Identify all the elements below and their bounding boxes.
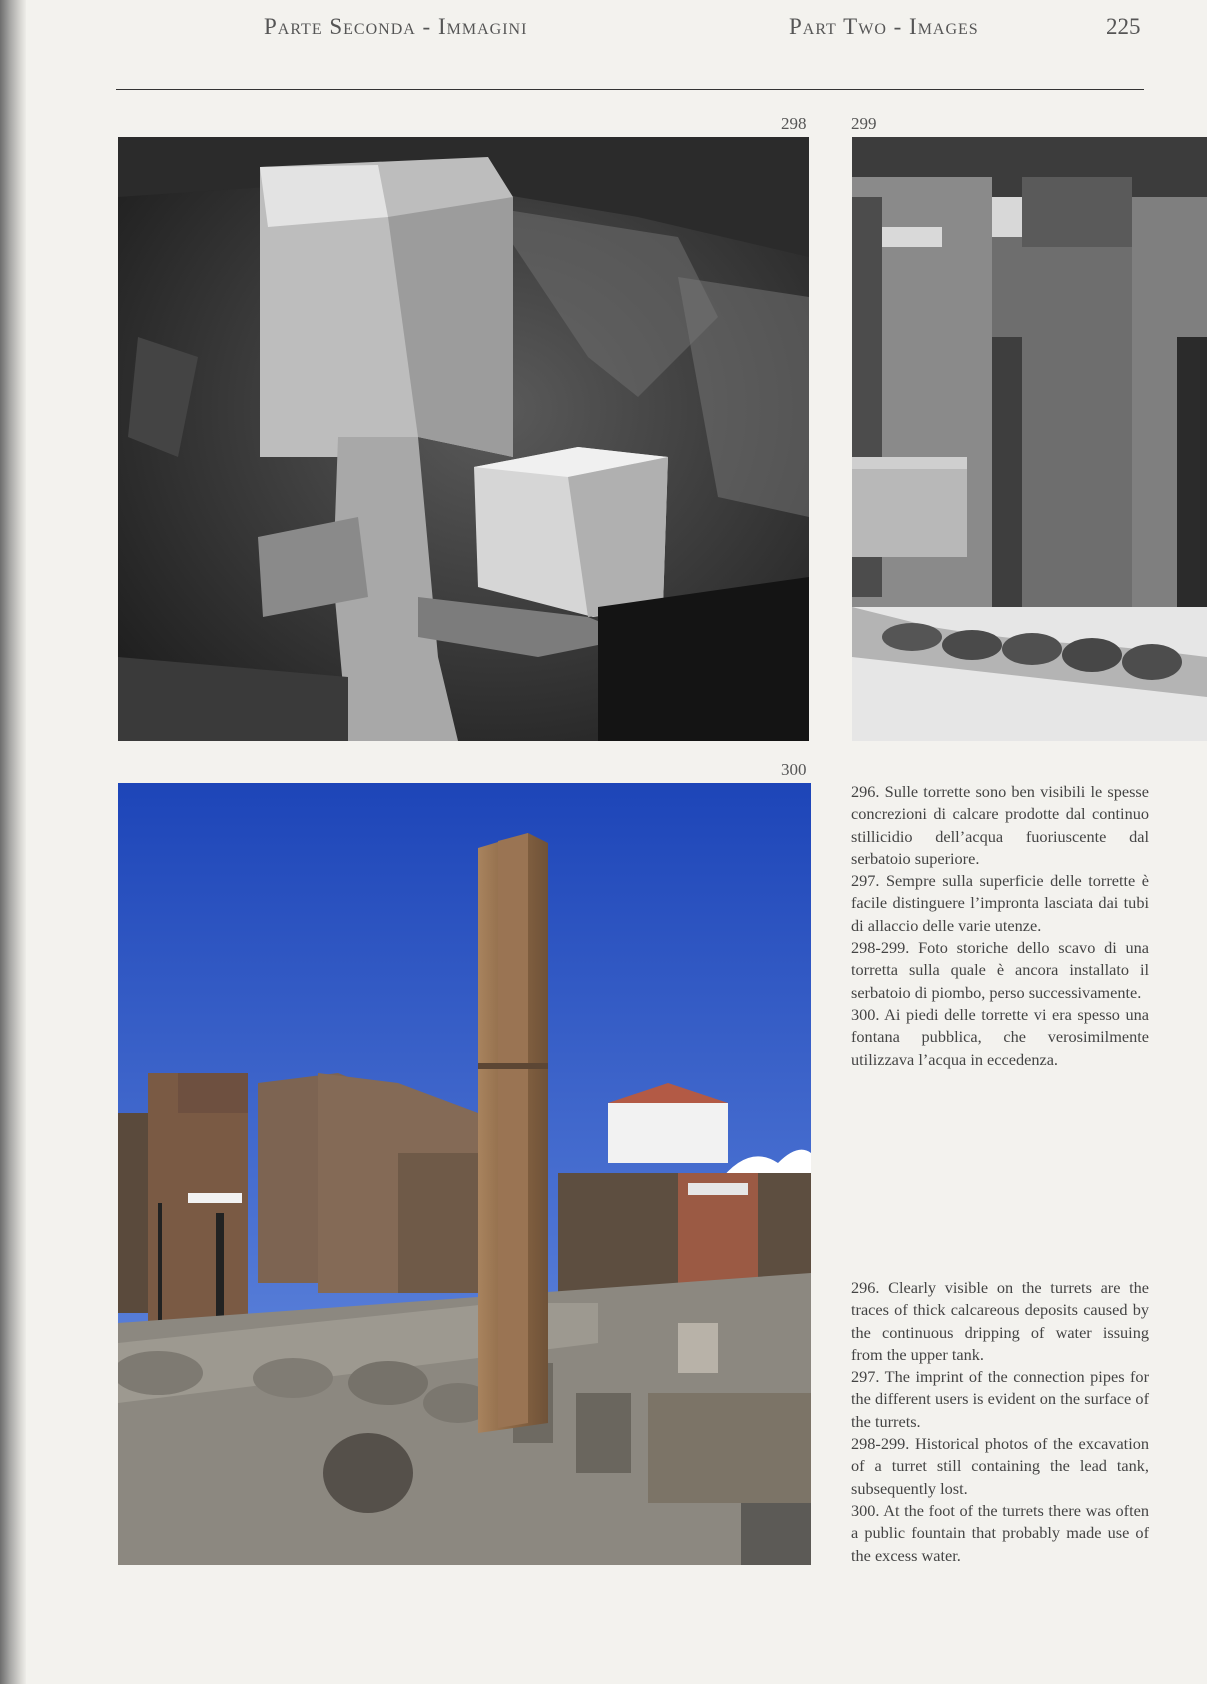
photo-300-turret-with-fountain — [118, 783, 811, 1565]
caption-it-298-299: 298-299. Foto storiche dello scavo di una torretta sulla quale è ancora installato il serbatoio di piombo, perso successivamente. — [851, 938, 1149, 1002]
caption-en-298-299: 298-299. Historical photos of the excavation of a turret still containing the lead tank, subsequently lost. — [851, 1434, 1149, 1498]
figure-number-298: 298 — [781, 114, 807, 133]
caption-en-300: 300. At the foot of the turrets there was often a public fountain that probably made use of the excess water. — [851, 1500, 1149, 1565]
running-head-english: Part Two - Images — [789, 14, 979, 39]
caption-block-english — [851, 1277, 1149, 1567]
caption-en-296: 296. Clearly visible on the turrets are the traces of thick calcareous deposits caused by the continuous dripping of water issuing from the upper tank. — [851, 1278, 1149, 1364]
caption-it-300: 300. Ai piedi delle torrette vi era spesso una fontana pubblica, che verosimilmente utilizzava l’acqua in eccedenza. — [851, 1004, 1149, 1069]
caption-en-297: 297. The imprint of the connection pipes for the different users is evident on the surface of the turrets. — [851, 1367, 1149, 1431]
photo-298-excavated-turret — [118, 137, 809, 741]
caption-it-297: 297. Sempre sulla superficie delle torrette è facile distinguere l’impronta lasciata dai tubi di allaccio delle varie utenze. — [851, 871, 1149, 935]
book-spine-shadow — [0, 0, 26, 1684]
page-number: 225 — [1106, 14, 1141, 39]
header-rule — [116, 89, 1144, 90]
figure-number-300: 300 — [781, 760, 807, 779]
photo-299-turret-street-view — [852, 137, 1207, 741]
caption-block-italian — [851, 781, 1149, 1071]
figure-number-299: 299 — [851, 114, 877, 133]
caption-it-296: 296. Sulle torrette sono ben visibili le spesse concrezioni di calcare prodotte dal continuo stillicidio dell’acqua fuoriuscente dal serbatoio superiore. — [851, 782, 1149, 868]
running-head-italian: Parte Seconda - Immagini — [264, 14, 528, 39]
